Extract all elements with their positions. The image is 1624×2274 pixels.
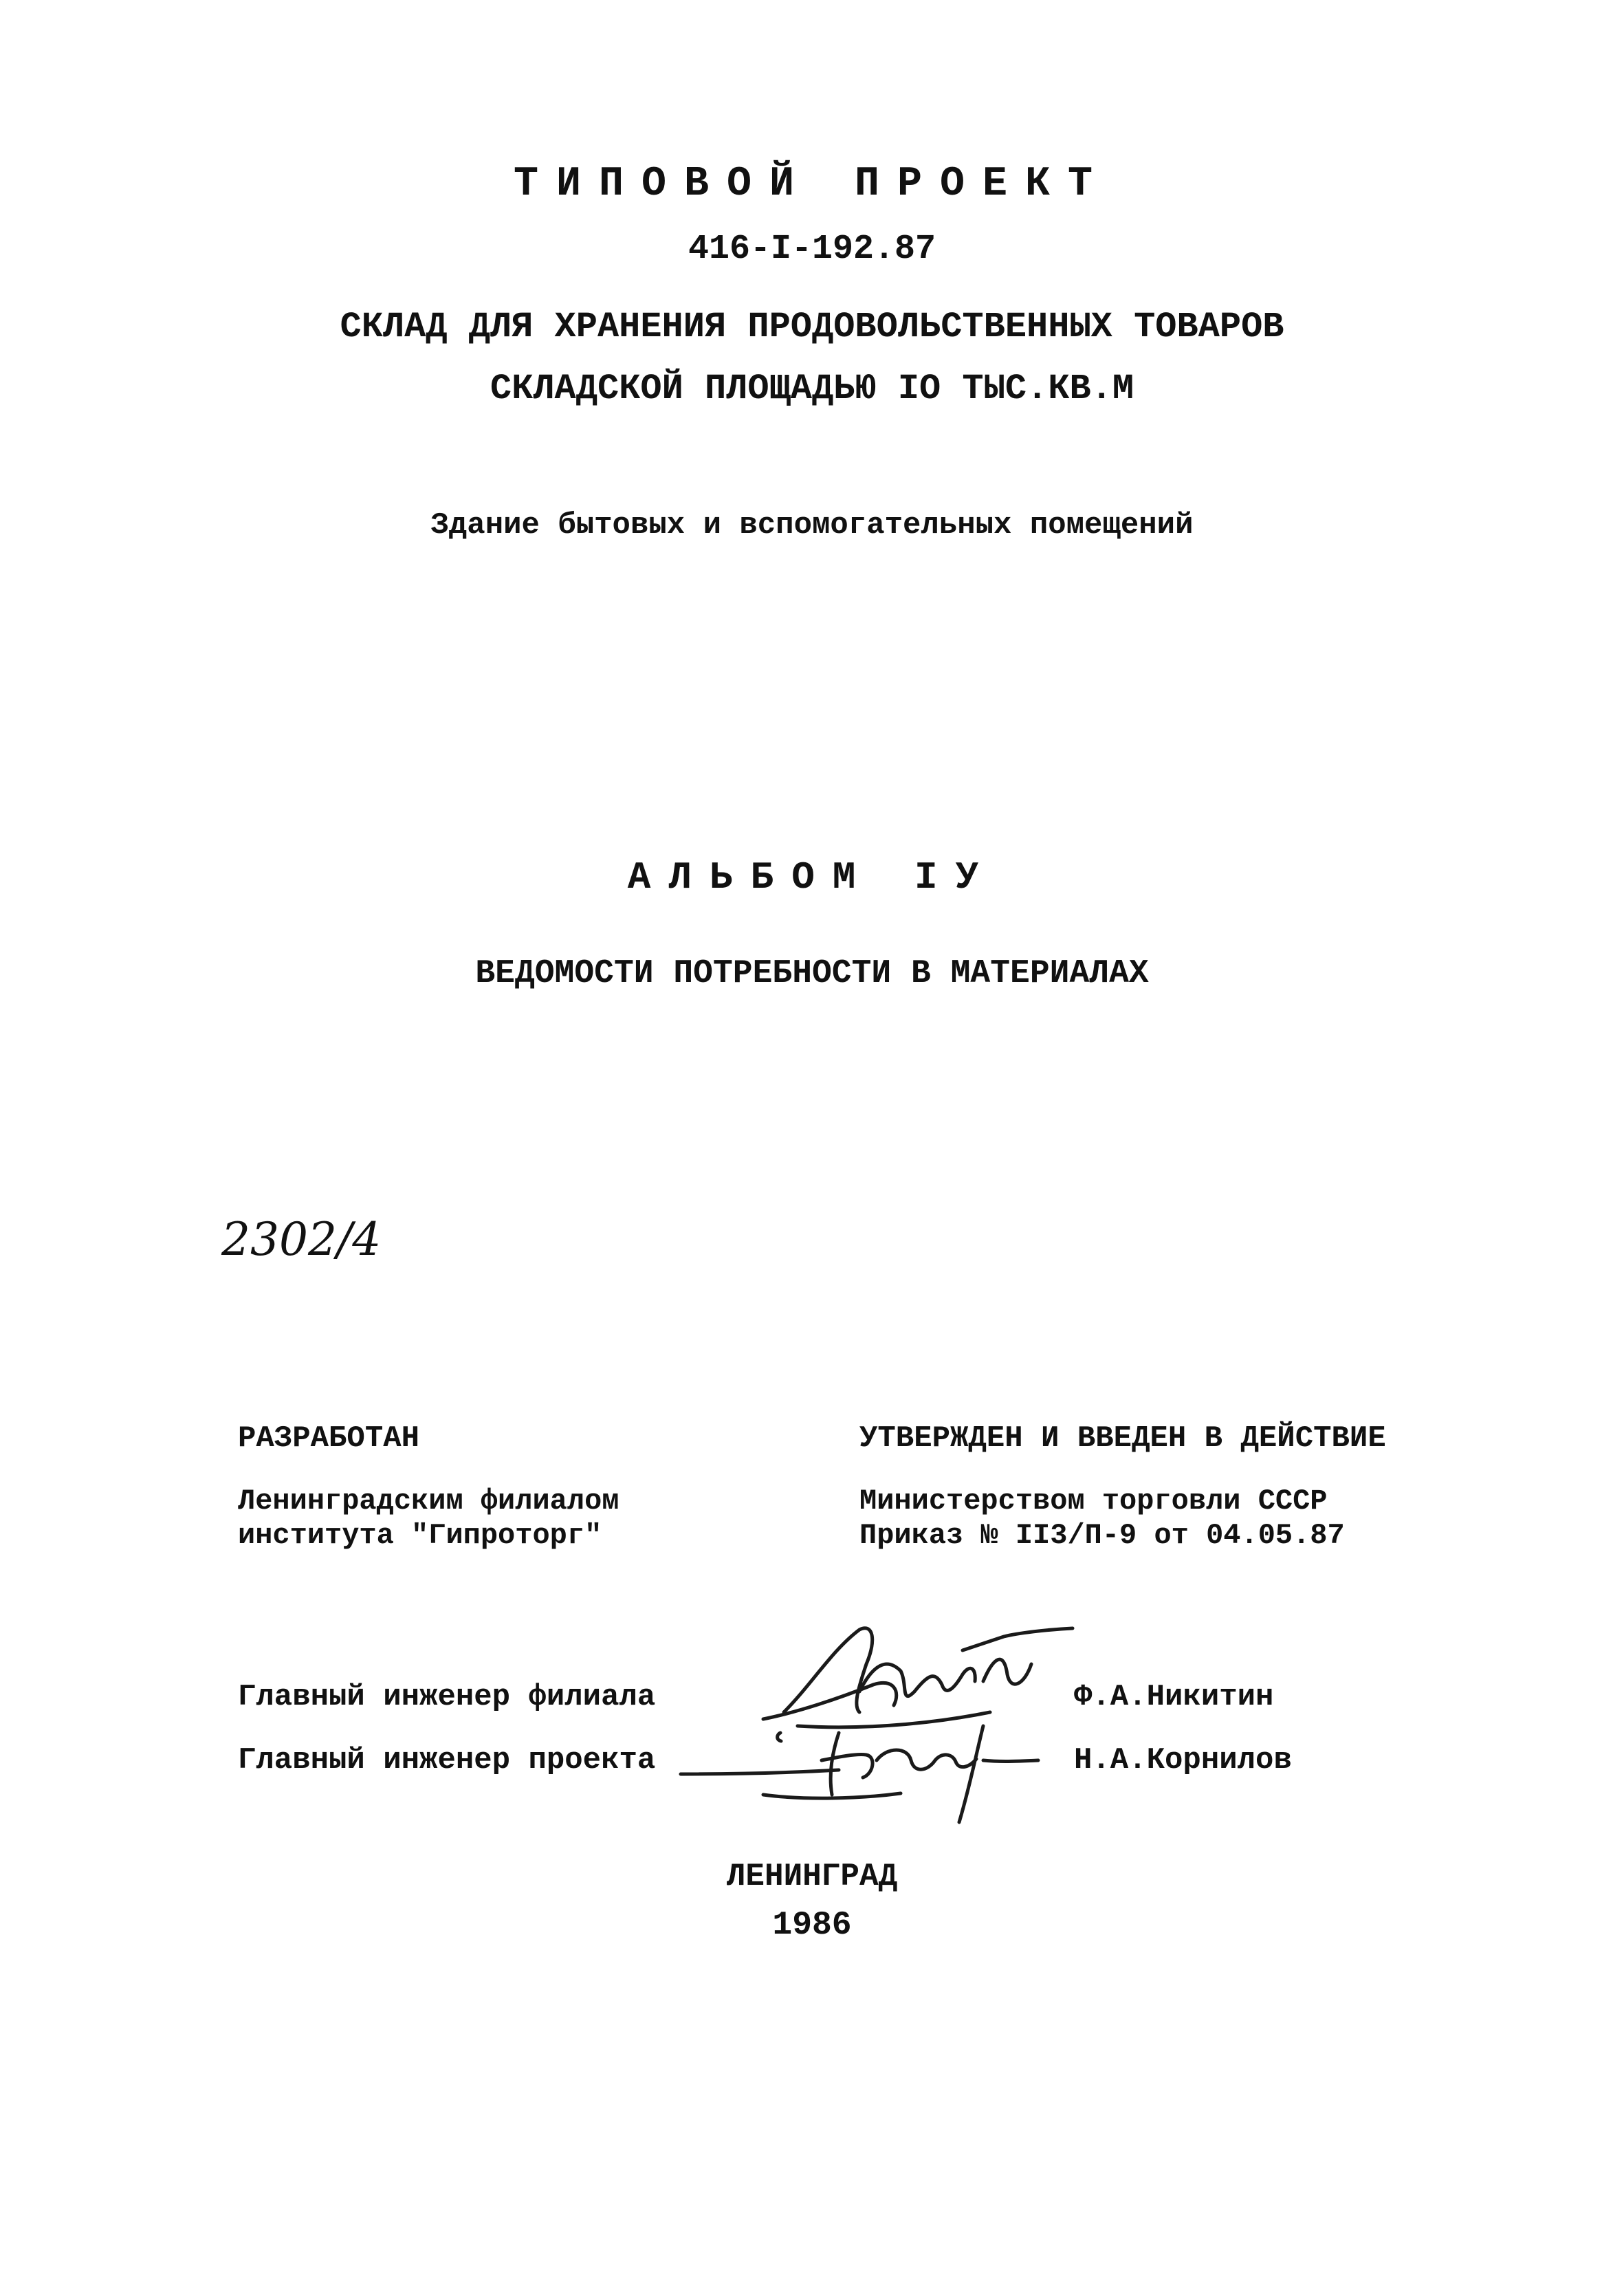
signatory-role-branch: Главный инженер филиала — [238, 1680, 656, 1714]
album-number: АЛЬБОМ IУ — [627, 855, 997, 899]
developed-by-line1: Ленинградским филиалом — [238, 1485, 619, 1518]
signatory-role-project: Главный инженер проекта — [238, 1743, 656, 1778]
developed-heading: РАЗРАБОТАН — [238, 1421, 420, 1456]
project-title-line1: СКЛАД ДЛЯ ХРАНЕНИЯ ПРОДОВОЛЬСТВЕННЫХ ТОВАРОВ — [340, 307, 1284, 347]
city: ЛЕНИНГРАД — [726, 1859, 898, 1894]
approved-heading: УТВЕРЖДЕН И ВВЕДЕН В ДЕЙСТВИЕ — [859, 1421, 1386, 1456]
project-code: 416-I-192.87 — [688, 230, 936, 269]
year: 1986 — [772, 1907, 852, 1944]
handwritten-archive-number: 2302/4 — [221, 1213, 382, 1266]
signatory-name-kornilov: Н.А.Корнилов — [1074, 1743, 1292, 1778]
signatory-name-nikitin: Ф.А.Никитин — [1074, 1680, 1274, 1714]
approved-order-line: Приказ № II3/П-9 от 04.05.87 — [859, 1519, 1345, 1552]
album-name: ВЕДОМОСТИ ПОТРЕБНОСТИ В МАТЕРИАЛАХ — [475, 955, 1149, 992]
project-type: ТИПОВОЙ ПРОЕКТ — [513, 161, 1111, 208]
signature-kornilov-image — [681, 1719, 1066, 1829]
approved-by-line1: Министерством торговли СССР — [859, 1485, 1328, 1518]
developed-by-line2: института "Гипроторг" — [238, 1519, 602, 1552]
project-title-line2: СКЛАДСКОЙ ПЛОЩАДЬЮ IO ТЫС.КВ.М — [490, 369, 1134, 409]
building-subtitle: Здание бытовых и вспомогательных помещений — [430, 508, 1194, 543]
